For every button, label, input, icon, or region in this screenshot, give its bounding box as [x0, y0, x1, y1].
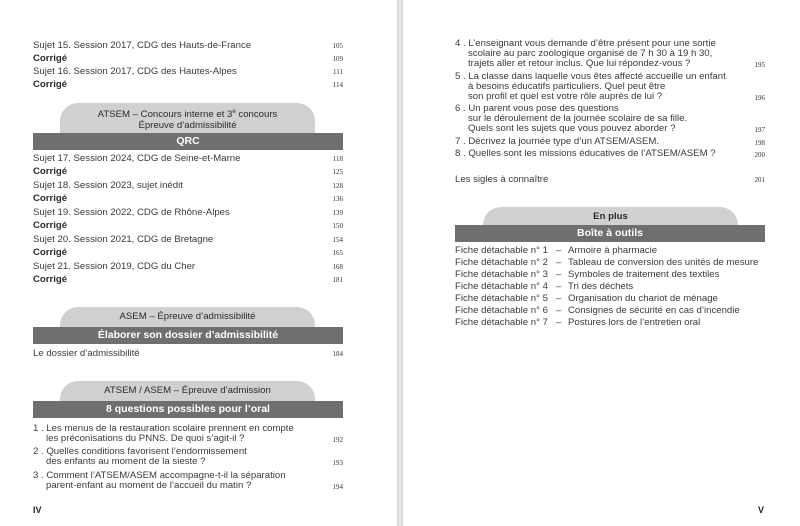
fiche-label: Tableau de conversion des unités de mesure — [568, 257, 759, 268]
question-line: 5 . La classe dans laquelle vous êtes affecté accueille un enfant — [455, 71, 726, 82]
right-page — [403, 0, 800, 526]
toc-entry-page: 125 — [332, 168, 343, 176]
toc-entry-corrige-20[interactable] — [33, 247, 343, 260]
fiche-number: Fiche détachable n° 7 — [455, 317, 548, 328]
toc-entry-sujet-20[interactable] — [33, 234, 343, 247]
question-line: parent-enfant au moment de l’accueil du matin ? — [46, 480, 252, 491]
toc-entry-label: Sujet 19. Session 2022, CDG de Rhône-Alpes — [33, 207, 230, 218]
toc-entry-label: Sujet 21. Session 2019, CDG du Cher — [33, 261, 196, 272]
toc-entry-label: Corrigé — [33, 274, 68, 285]
question-item-5[interactable] — [455, 72, 765, 102]
question-line: son profil et quel est votre rôle auprès de lui ? — [468, 91, 663, 102]
toc-entry-label: Sujet 20. Session 2021, CDG de Bretagne — [33, 234, 214, 245]
question-item-1[interactable] — [33, 424, 343, 444]
question-line: trajets aller et retour inclus. Que lui répondez-vous ? — [468, 58, 691, 69]
fiche-number: Fiche détachable n° 1 — [455, 245, 548, 256]
toc-entry-page: 111 — [333, 68, 343, 76]
section-tab-admission: ATSEM / ASEM – Épreuve d’admission — [60, 381, 315, 401]
toc-entry-label: Corrigé — [33, 166, 68, 177]
question-line: 6 . Un parent vous pose des questions — [455, 103, 619, 114]
question-line: à besoins éducatifs particuliers. Quel peut être — [468, 81, 666, 92]
question-line: 2 . Quelles conditions favorisent l’endormissement — [33, 446, 247, 457]
toc-entry-page: 109 — [332, 55, 343, 63]
toc-entry-sigles[interactable] — [455, 174, 765, 187]
toc-entry-page: 128 — [332, 182, 343, 190]
question-item-8[interactable] — [455, 149, 765, 159]
question-item-7[interactable] — [455, 137, 765, 147]
section-bar-boite-a-outils: Boîte à outils — [455, 225, 765, 242]
toc-entry-label: Sujet 18. Session 2023, sujet inédit — [33, 180, 183, 191]
toc-entry-corrige-17[interactable] — [33, 166, 343, 179]
toc-entry-sujet-21[interactable] — [33, 261, 343, 274]
question-page: 200 — [754, 151, 765, 159]
toc-entry-dossier[interactable] — [33, 348, 343, 361]
toc-entry-page: 168 — [332, 263, 343, 271]
question-line: scolaire au parc zoologique organisé de 7 h 30 à 19 h 30, — [468, 48, 713, 59]
page-number-left: IV — [33, 505, 42, 515]
toc-entry-label: Les sigles à connaître — [455, 174, 549, 185]
toc-entry-page: 154 — [332, 236, 343, 244]
toc-entry-corrige-19[interactable] — [33, 220, 343, 233]
question-page: 198 — [754, 139, 765, 147]
section-tab-concours-interne — [60, 103, 315, 133]
toc-entry-page: 118 — [332, 155, 343, 163]
fiche-number: Fiche détachable n° 6 — [455, 305, 548, 316]
toc-entry-sujet-17[interactable] — [33, 153, 343, 166]
fiche-label: Postures lors de l’entretien oral — [568, 317, 701, 328]
question-line: 8 . Quelles sont les missions éducatives de l’ATSEM/ASEM ? — [455, 148, 716, 159]
question-line: les préconisations du PNNS. De quoi s’agit-il ? — [46, 433, 245, 444]
fiche-number: Fiche détachable n° 2 — [455, 257, 548, 268]
section-tab-asem-admissibilite: ASEM – Épreuve d’admissibilité — [60, 307, 315, 327]
toc-entry-page: 139 — [332, 209, 343, 217]
section-bar-qrc: QRC — [33, 133, 343, 150]
section-bar-dossier: Élaborer son dossier d’admissibilité — [33, 327, 343, 344]
fiche-separator: – — [556, 257, 562, 268]
section-tab-en-plus: En plus — [483, 207, 738, 227]
toc-entry-corrige-16[interactable] — [33, 79, 343, 92]
fiche-separator: – — [556, 245, 562, 256]
question-line: des enfants au moment de la sieste ? — [46, 456, 206, 467]
question-page: 194 — [332, 483, 343, 491]
question-line: Quels sont les sujets que vous pouvez aborder ? — [468, 123, 676, 134]
toc-entry-label: Corrigé — [33, 79, 68, 90]
toc-entry-label: Le dossier d’admissibilité — [33, 348, 140, 359]
fiche-separator: – — [556, 317, 562, 328]
toc-entry-sujet-19[interactable] — [33, 207, 343, 220]
toc-entry-page: 201 — [754, 176, 765, 184]
toc-entry-page: 181 — [332, 276, 343, 284]
question-line: 1 . Les menus de la restauration scolaire prennent en compte — [33, 423, 294, 434]
fiche-number: Fiche détachable n° 5 — [455, 293, 548, 304]
question-line: 7 . Décrivez la journée type d’un ATSEM/ASEM. — [455, 136, 660, 147]
toc-entry-page: 184 — [332, 350, 343, 358]
section-tab-line1: ATSEM – Concours interne et 3e concours — [97, 109, 278, 121]
question-item-3[interactable] — [33, 471, 343, 491]
toc-entry-label: Corrigé — [33, 220, 68, 231]
toc-entry-page: 150 — [332, 222, 343, 230]
fiche-separator: – — [556, 269, 562, 280]
question-line: 3 . Comment l’ATSEM/ASEM accompagne-t-il la séparation — [33, 470, 286, 481]
fiche-label: Tri des déchets — [568, 281, 634, 292]
toc-entry-sujet-18[interactable] — [33, 180, 343, 193]
question-page: 197 — [754, 126, 765, 134]
fiche-label: Symboles de traitement des textiles — [568, 269, 720, 280]
toc-entry-label: Corrigé — [33, 193, 68, 204]
question-line: sur le déroulement de la journée scolaire de sa fille. — [468, 113, 688, 124]
question-item-4[interactable] — [455, 39, 765, 69]
toc-entry-corrige-18[interactable] — [33, 193, 343, 206]
toc-entry-label: Sujet 17. Session 2024, CDG de Seine-et-Marne — [33, 153, 241, 164]
fiche-separator: – — [556, 305, 562, 316]
toc-entry-label: Corrigé — [33, 53, 68, 64]
toc-entry-page: 136 — [332, 195, 343, 203]
question-item-6[interactable] — [455, 104, 765, 134]
question-page: 195 — [754, 61, 765, 69]
toc-entry-corrige-21[interactable] — [33, 274, 343, 287]
fiche-separator: – — [556, 281, 562, 292]
section-bar-questions-oral: 8 questions possibles pour l’oral — [33, 401, 343, 418]
toc-entry-page: 165 — [332, 249, 343, 257]
question-item-2[interactable] — [33, 447, 343, 467]
fiche-separator: – — [556, 293, 562, 304]
page-number-right: V — [758, 505, 765, 515]
toc-entry-label: Sujet 15. Session 2017, CDG des Hauts-de-France — [33, 40, 252, 51]
toc-entry-corrige-15[interactable] — [33, 53, 343, 66]
question-page: 193 — [332, 459, 343, 467]
question-page: 196 — [754, 94, 765, 102]
fiche-label: Armoire à pharmacie — [568, 245, 658, 256]
fiche-number: Fiche détachable n° 3 — [455, 269, 548, 280]
section-tab-line2: Épreuve d’admissibilité — [138, 120, 237, 132]
toc-entry-page: 105 — [332, 42, 343, 50]
question-line: 4 . L’enseignant vous demande d’être présent pour une sortie — [455, 38, 716, 49]
fiche-label: Organisation du chariot de ménage — [568, 293, 718, 304]
toc-entry-label: Sujet 16. Session 2017, CDG des Hautes-Alpes — [33, 66, 237, 77]
toc-entry-sujet-15[interactable] — [33, 40, 343, 53]
fiche-item-7[interactable] — [455, 317, 765, 330]
toc-entry-label: Corrigé — [33, 247, 68, 258]
left-page — [0, 0, 397, 526]
toc-entry-page: 114 — [332, 81, 343, 89]
fiche-label: Consignes de sécurité en cas d’incendie — [568, 305, 740, 316]
question-page: 192 — [332, 436, 343, 444]
fiche-number: Fiche détachable n° 4 — [455, 281, 548, 292]
toc-entry-sujet-16[interactable] — [33, 66, 343, 79]
